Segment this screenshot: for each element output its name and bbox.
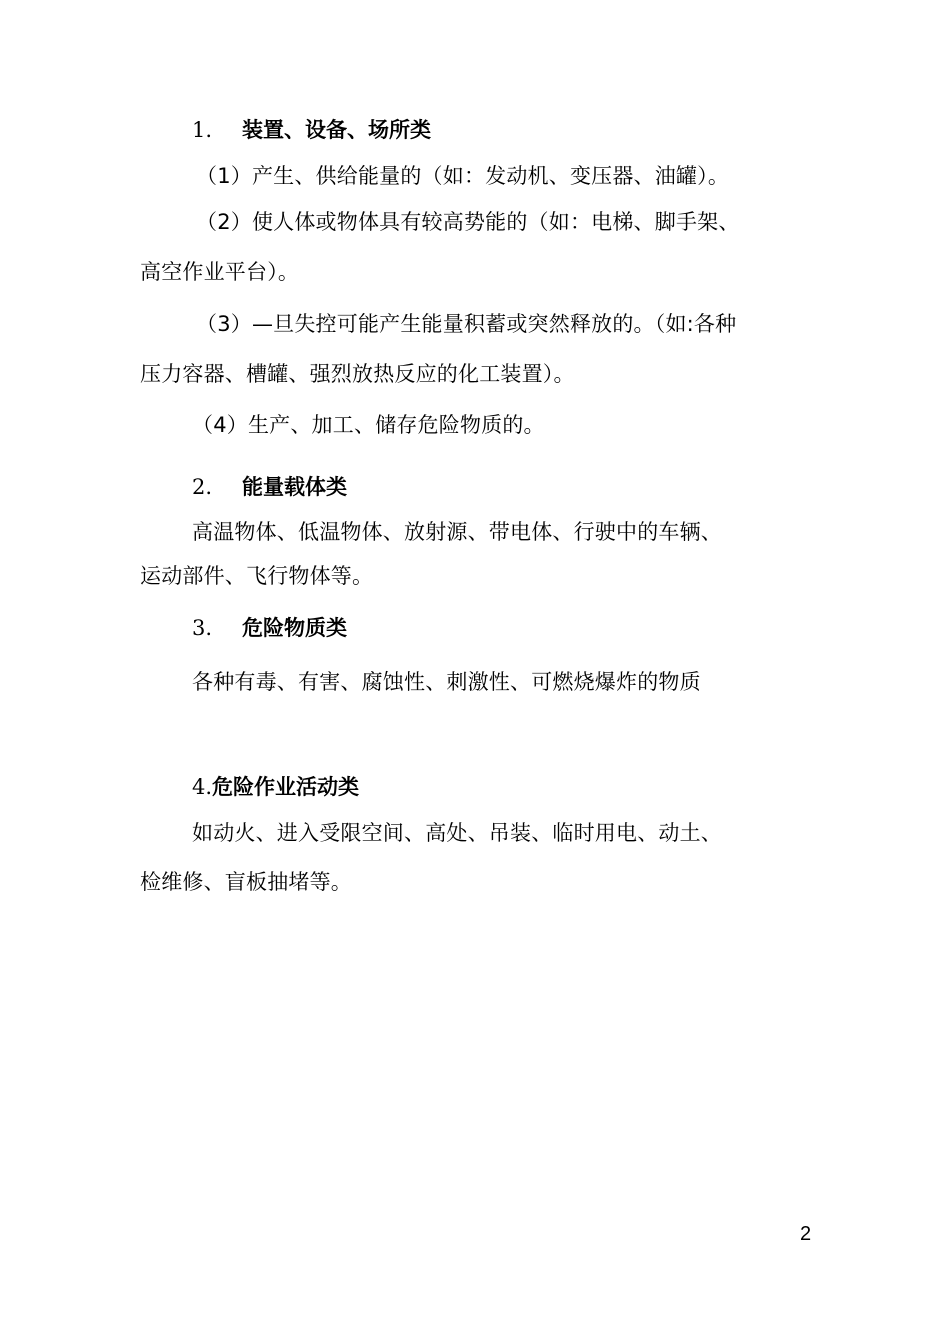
section-1-number: 1.: [192, 118, 213, 142]
section-1-heading: [192, 116, 431, 144]
page-number: 2: [800, 1223, 812, 1245]
section-4-line-2: 检维修、盲板抽堵等。: [140, 870, 352, 894]
section-2-line-1: 高温物体、低温物体、放射源、带电体、行驶中的车辆、: [192, 520, 722, 544]
section-1-title: 装置、设备、场所类: [242, 118, 431, 142]
section-4-line-1: 如动火、进入受限空间、高处、吊装、临时用电、动土、: [192, 821, 722, 845]
section-4-title: 危险作业活动类: [212, 775, 360, 799]
section-3-title: 危险物质类: [242, 616, 347, 640]
section-3-line-1: 各种有毒、有害、腐蚀性、刺激性、可燃烧爆炸的物质: [192, 670, 701, 694]
section-1-line-5: 压力容器、槽罐、强烈放热反应的化工装置）。: [140, 362, 575, 386]
section-1-line-3: 高空作业平台）。: [140, 260, 300, 284]
section-4-heading: [192, 773, 359, 801]
section-3-heading: [192, 614, 347, 642]
section-1-line-2: （2）使人体或物体具有较高势能的（如：电梯、脚手架、: [196, 210, 740, 234]
section-1-line-1: （1）产生、供给能量的（如：发动机、变压器、油罐）。: [196, 164, 730, 188]
section-2-title: 能量载体类: [242, 475, 347, 499]
section-1-line-6: （4）生产、加工、储存危险物质的。: [192, 413, 545, 437]
section-2-line-2: 运动部件、飞行物体等。: [140, 564, 374, 588]
section-2-number: 2.: [192, 475, 213, 499]
section-1-line-4: （3）—旦失控可能产生能量积蓄或突然释放的。（如:各种: [196, 312, 737, 336]
section-2-heading: [192, 473, 347, 501]
section-3-number: 3.: [192, 616, 213, 640]
section-4-number: 4.: [192, 775, 213, 799]
